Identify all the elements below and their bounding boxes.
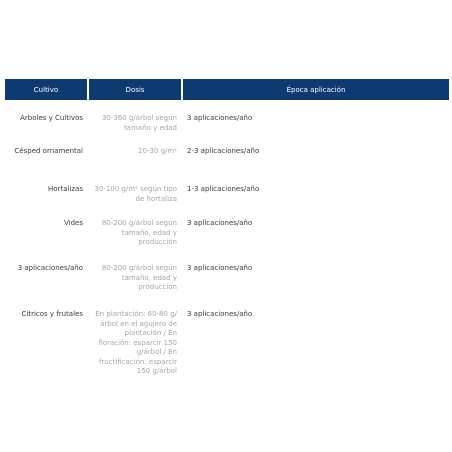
table-row [5,100,449,141]
table-row [5,307,449,380]
cell-epoca: 3 aplicaciones/año [187,219,253,227]
cell-epoca: 3 aplicaciones/año [187,114,253,122]
header-cultivo: Cultivo [5,79,87,100]
cell-epoca: 1-3 aplicaciones/año [187,185,260,193]
cell-cultivo: Césped ornamental [14,147,83,155]
cell-dosis: 80-200 g/árbol según tamaño, edad y producción [101,264,177,291]
cell-cultivo: Árboles y Cultivos [20,114,83,122]
cell-epoca: 3 aplicaciones/año [187,264,253,272]
cell-epoca: 2-3 aplicaciones/año [187,147,260,155]
cell-dosis: 80-200 g/árbol según tamaño, edad y producción [101,219,177,246]
table-row [5,141,449,178]
table-header-row [5,79,449,100]
cell-cultivo: 3 aplicaciones/año [17,264,83,272]
header-dosis: Dosis [89,79,181,100]
table-row [5,178,449,214]
table-row [5,214,449,260]
cell-dosis: 30-360 g/árbol según tamaño y edad [101,114,177,132]
cell-dosis: 30-100 g/m² según tipo de hortaliza [94,185,177,203]
dosage-table [3,79,451,380]
cell-cultivo: Vides [64,219,83,227]
cell-dosis: 20-30 g/m² [138,147,177,155]
cell-cultivo: Hortalizas [48,185,83,193]
table-row [5,260,449,307]
cell-dosis: En plantación: 60-80 g/árbol en el agujero de plantación / En floración: esparcir 150 g/árbol / En fructificación: esparcir 150 g/árbol [95,310,177,375]
cell-cultivo: Cítricos y frutales [21,310,83,318]
cell-epoca: 3 aplicaciones/año [187,310,253,318]
header-epoca: Época aplicación [183,79,449,100]
